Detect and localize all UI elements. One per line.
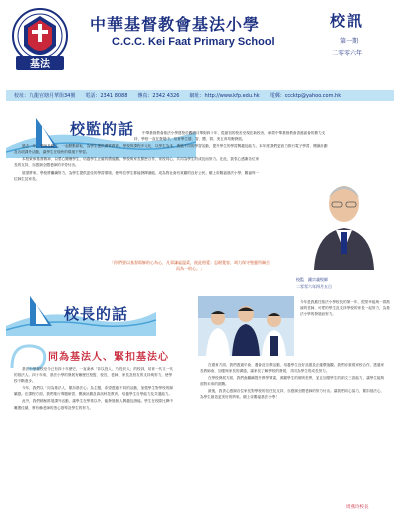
signature-date: 二零零六年四月五日 <box>296 284 332 289</box>
principal-with-students-photo <box>198 296 294 356</box>
contact-bar <box>6 90 394 101</box>
paragraph: 過去一年，老師及職工，一起默默耕耘，為學生提供優質教育。學校的課程多元化，以學生為本，透過不同的學習活動，提升學生的學習興趣及能力。本年度我們更致力推行電子學習、閱讀計劃及各項課外活動，讓學生在愉快的環境下學習。 <box>14 144 328 155</box>
supervisor-title: 校監的話 <box>70 120 135 138</box>
bible-quote: 「你們要以基督耶穌的心為心，凡事謙虛溫柔，彼此相愛；忍耐寬容，竭力保守聖靈所賜合而為一的心。」 <box>110 260 270 271</box>
paragraph: 展望將來，學校將繼續努力，為學生提供更佳的學習環境，使每位學生都能發揮潛能，成為對社會有貢獻的良好公民。願上帝賜福基法小學，賜福每一位師生及家長。 <box>14 170 260 181</box>
contact-website[interactable]: 網址：http://www.kfp.edu.hk <box>189 93 260 99</box>
paragraph: 今年，我們以「同為基法人、緊扣基法心」為主題，希望透過不同的活動，加強學生對學校的歸屬感。在課程方面，我們推行專題研習、閱讀計劃及資訊科技教育，培養學生自學能力及共通能力。 <box>14 386 173 397</box>
principal-title: 校長的話 <box>64 305 129 323</box>
newsletter-title: 校訊 <box>330 12 365 30</box>
principal-subheading: 同為基法人、緊扣基法心 <box>48 352 169 363</box>
supervisor-portrait <box>306 174 382 270</box>
paragraph: 在學校發展方面，我們會繼續提升教學質素，照顧學生的個別差異，並且加強學生的兩文三語能力，讓學生能夠面對未來的挑戰。 <box>200 376 385 387</box>
paragraph: 在德育方面，我們透過早會、週會及宗教活動，培養學生良好品德及正確價值觀。我們亦重視家校合作，透過家長教師會，加強與家長的溝通，讓家長了解學校的發展，共同為學生的成長努力。 <box>200 363 385 374</box>
issue-number: 第一期 <box>340 38 359 45</box>
contact-phone: 電話：2341 8088 <box>85 93 128 99</box>
principal-signature: 周燕玲校長 <box>346 505 369 510</box>
school-logo <box>10 6 70 74</box>
contact-address: 校址：九龍官塘月華街34號 <box>14 93 76 99</box>
school-name-chinese: 中華基督教會基法小學 <box>90 15 261 34</box>
principal-intro: 今年是我擔任基法小學校長的第一年，很榮幸能與一群熱誠的老師、可愛的學生及支持學校的家長一起努力，為基法小學的發展而努力。 <box>300 300 390 317</box>
principal-message-right <box>200 362 386 502</box>
contact-email[interactable]: 電郵：cccktp@yahoo.com.hk <box>269 93 342 99</box>
logo-text: 基法 <box>30 59 50 70</box>
paragraph: 中華基督教會基法小學建校於觀塘月華街四十年，從最初的校舍至現在新校舍，承蒙中華基督教會香港區會的鼎力支持，學校一直在發展中，培育學生德、智、體、群、美五育均衡發展。 <box>134 131 326 142</box>
supervisor-message <box>14 130 330 266</box>
issue-date: 二零零六年 <box>332 50 363 57</box>
paragraph: 基法小學創校至今已有四十年歷史，一直秉承「非以役人，乃役於人」的校訓，培育一代又一代的基法人。四十年來，基法小學的發展有賴歷任校監、校長、老師、家長及校友的支持與努力，使學校不斷進步。 <box>14 367 173 384</box>
supervisor-name: 校監 鍾宗義牧師 <box>296 277 328 282</box>
paragraph: 最後，我衷心感謝各位家長對學校的信任及支持，亦感謝全體老師的努力付出。讓我們同心協力，緊扣基法心，為學生創造更美好的將來。願上帝賜福基法小學！ <box>200 389 385 400</box>
supervisor-signature <box>296 276 386 290</box>
school-name-english: C.C.C. Kei Faat Primary School <box>112 36 275 48</box>
paragraph: 本校秉承基督精神，以愛心關懷學生，培養學生正確的價值觀。學校與家長緊密合作，家校同心，共同為學生的成長而努力。在此，我衷心感謝各位家長的支持，亦感謝全體老師的辛勞付出。 <box>14 157 260 168</box>
paragraph: 此外，我們積極推展課外活動，讓學生在學業以外，能發展個人興趣及潛能。學生在校際比賽中屢獲佳績，實有賴老師的悉心指導及學生的努力。 <box>14 399 173 410</box>
principal-message-left <box>14 366 174 516</box>
contact-fax: 傳真：2342 4326 <box>137 93 180 99</box>
